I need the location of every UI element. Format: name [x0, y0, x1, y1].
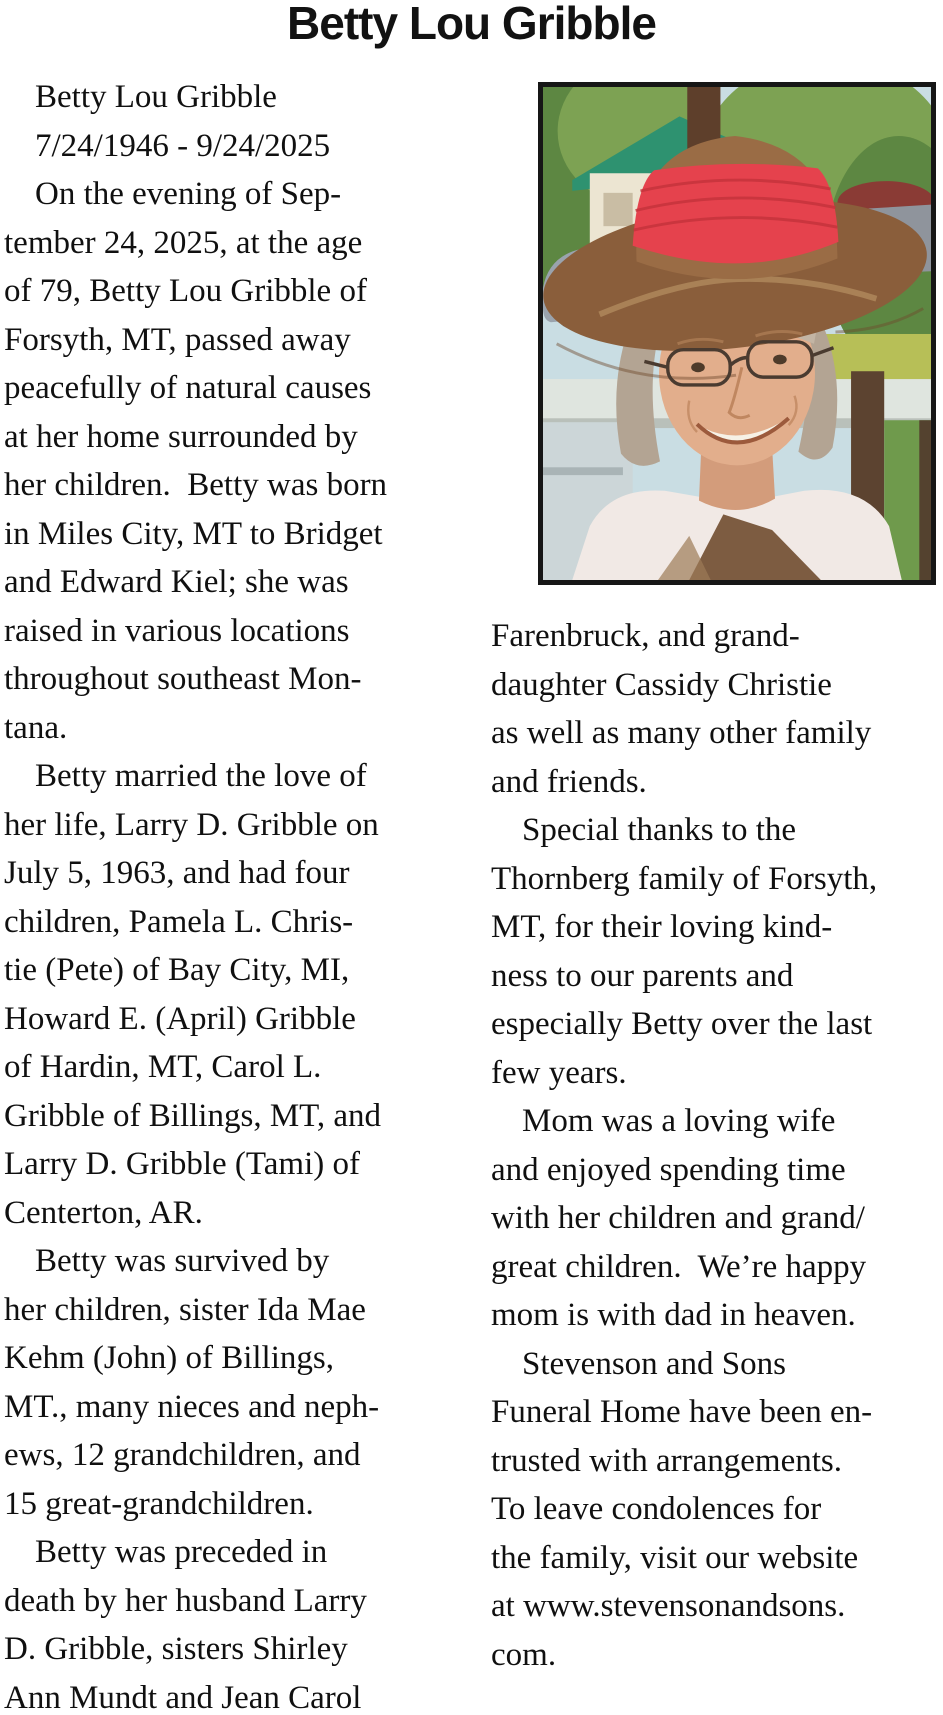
text-line: Betty was preceded in: [35, 1534, 328, 1570]
text-line: tember 24, 2025, at the age: [4, 224, 363, 261]
text-line: 7/24/1946 - 9/24/2025: [35, 127, 331, 164]
text-line: as well as many other family: [491, 715, 872, 751]
text-line: Stevenson and Sons: [522, 1345, 786, 1382]
text-line: Mom was a loving wife: [522, 1103, 836, 1139]
text-line: D. Gribble, sisters Shirley: [4, 1631, 348, 1667]
text-line: her life, Larry D. Gribble on: [4, 806, 379, 843]
text-line: of 79, Betty Lou Gribble of: [4, 273, 367, 309]
text-line: at her home surrounded by: [4, 418, 358, 455]
text-line: her children. Betty was born: [4, 467, 388, 503]
house-window: [603, 193, 632, 226]
portrait-photo: [538, 82, 936, 585]
text-line: of Hardin, MT, Carol L.: [4, 1049, 322, 1085]
text-line: Forsyth, MT, passed away: [4, 321, 351, 358]
text-line: MT, for their loving kind-: [491, 909, 833, 945]
text-line: Thornberg family of Forsyth,: [491, 860, 878, 897]
text-line: To leave condolences for: [491, 1491, 822, 1527]
eye-left: [691, 362, 705, 372]
text-line: great children. We’re happy: [491, 1248, 867, 1285]
text-line: in Miles City, MT to Bridget: [4, 515, 383, 552]
text-line: Farenbruck, and grand-: [491, 618, 800, 654]
text-line: Betty Lou Gribble: [35, 79, 277, 115]
frame-edge-right: [919, 420, 931, 580]
text-line: raised in various locations: [4, 612, 350, 649]
portrait-illustration: [543, 87, 931, 580]
text-line: throughout southeast Mon-: [4, 661, 362, 697]
text-line: at www.stevensonandsons.: [491, 1588, 846, 1624]
text-line: Funeral Home have been en-: [491, 1394, 873, 1430]
text-line: tie (Pete) of Bay City, MI,: [4, 952, 350, 988]
text-line: and friends.: [491, 763, 647, 800]
text-line: few years.: [491, 1054, 627, 1091]
text-line: MT., many nieces and neph-: [4, 1388, 380, 1425]
text-line: peacefully of natural causes: [4, 370, 372, 406]
text-line: especially Betty over the last: [491, 1006, 873, 1042]
text-line: Gribble of Billings, MT, and: [4, 1097, 382, 1134]
text-line: and Edward Kiel; she was: [4, 564, 349, 600]
text-line: Kehm (John) of Billings,: [4, 1340, 334, 1376]
text-line: ews, 12 grandchildren, and: [4, 1437, 361, 1473]
text-line: Betty married the love of: [35, 758, 367, 794]
porch-floor-line: [543, 467, 623, 475]
text-line: Larry D. Gribble (Tami) of: [4, 1146, 360, 1182]
text-line: daughter Cassidy Christie: [491, 666, 832, 703]
page-title: Betty Lou Gribble: [287, 0, 656, 49]
text-line: ness to our parents and: [491, 957, 794, 994]
text-line: Centerton, AR.: [4, 1194, 203, 1231]
text-line: death by her husband Larry: [4, 1582, 367, 1619]
text-line: Special thanks to the: [522, 812, 797, 848]
text-line: tana.: [4, 709, 68, 746]
left-column: [4, 73, 474, 1715]
text-line: Howard E. (April) Gribble: [4, 1000, 356, 1037]
text-line: Betty was survived by: [35, 1243, 330, 1279]
text-line: com.: [491, 1636, 557, 1673]
text-line: trusted with arrangements.: [491, 1442, 842, 1479]
text-line: 15 great-grandchildren.: [4, 1485, 314, 1522]
right-column: [491, 612, 943, 1679]
text-line: Ann Mundt and Jean Carol: [4, 1679, 362, 1715]
text-line: her children, sister Ida Mae: [4, 1291, 366, 1328]
text-line: July 5, 1963, and had four: [4, 855, 350, 891]
eye-right: [773, 355, 787, 365]
text-line: with her children and grand/: [491, 1200, 865, 1236]
text-line: mom is with dad in heaven.: [491, 1297, 856, 1333]
text-line: and enjoyed spending time: [491, 1151, 846, 1188]
text-line: the family, visit our website: [491, 1539, 859, 1576]
text-line: children, Pamela L. Chris-: [4, 903, 354, 940]
text-line: On the evening of Sep-: [35, 176, 342, 212]
